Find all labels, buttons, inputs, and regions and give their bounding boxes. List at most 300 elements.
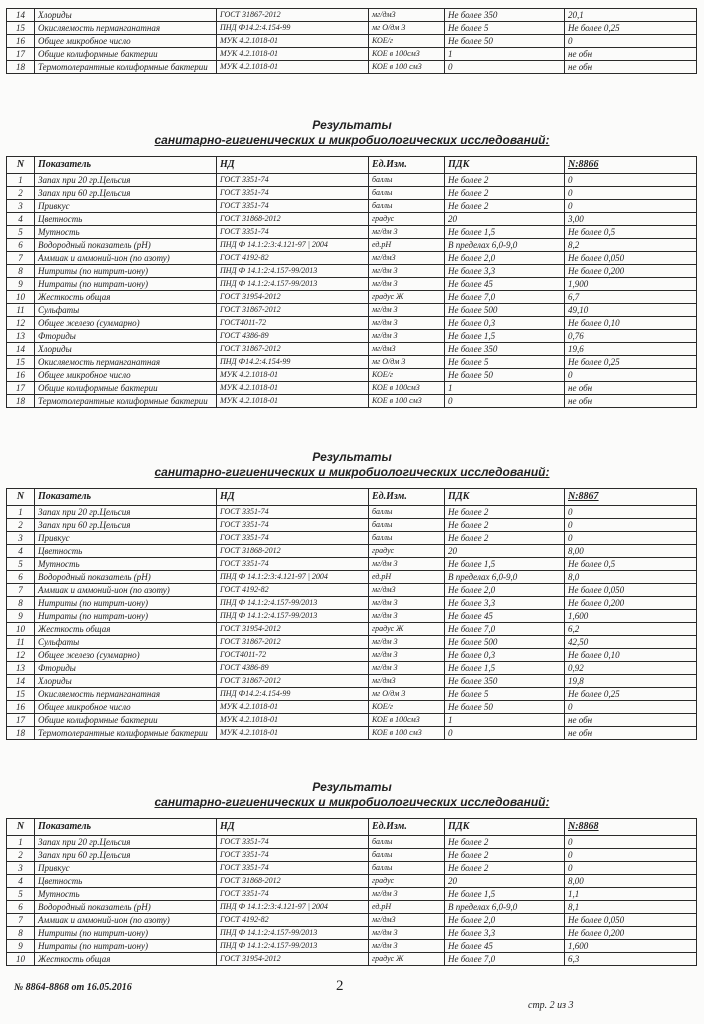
unit: баллы [369,849,445,862]
result-value: Не более 0,5 [565,226,697,239]
result-value: не обн [565,382,697,395]
table-row [7,597,697,610]
unit: градус [369,213,445,226]
table-row [7,187,697,200]
table-row [7,61,697,74]
unit: мг/дм 3 [369,278,445,291]
norm-document: ГОСТ 31867-2012 [217,9,369,22]
norm-document: ГОСТ 3351-74 [217,506,369,519]
table-row [7,727,697,740]
result-value: 0 [565,836,697,849]
heading-title: Результаты [312,450,392,464]
indicator-name: Общее микробное число [35,35,217,48]
col-n: N [7,489,35,506]
row-number: 18 [7,395,35,408]
norm-document: ПНД Ф 14.1:2:3:4.121-97 | 2004 [217,239,369,252]
indicator-name: Привкус [35,862,217,875]
limit-value: Не более 500 [445,304,565,317]
row-number: 14 [7,343,35,356]
limit-value: Не более 2 [445,836,565,849]
indicator-name: Запах при 20 гр.Цельсия [35,836,217,849]
unit: мг/дм 3 [369,940,445,953]
limit-value: Не более 350 [445,9,565,22]
unit: баллы [369,862,445,875]
table-row [7,200,697,213]
unit: ед.рН [369,571,445,584]
row-number: 10 [7,623,35,636]
limit-value: Не более 1,5 [445,888,565,901]
limit-value: Не более 1,5 [445,662,565,675]
col-sample-number: N:8867 [565,489,697,506]
result-value: 0 [565,174,697,187]
norm-document: ГОСТ 3351-74 [217,836,369,849]
result-value: не обн [565,61,697,74]
row-number: 8 [7,265,35,278]
limit-value: 1 [445,714,565,727]
indicator-name: Жесткость общая [35,623,217,636]
limit-value: Не более 500 [445,636,565,649]
indicator-name: Мутность [35,226,217,239]
limit-value: Не более 2,0 [445,584,565,597]
result-value: Не более 0,10 [565,649,697,662]
row-number: 5 [7,226,35,239]
indicator-name: Термотолерантные колиформные бактерии [35,395,217,408]
indicator-name: Жесткость общая [35,291,217,304]
limit-value: Не более 2 [445,532,565,545]
norm-document: ГОСТ 3351-74 [217,200,369,213]
norm-document: ГОСТ 31868-2012 [217,213,369,226]
table-row [7,532,697,545]
col-pdk: ПДК [445,489,565,506]
norm-document: ГОСТ 3351-74 [217,532,369,545]
unit: КОЕ в 100см3 [369,714,445,727]
result-value: 0 [565,506,697,519]
unit: КОЕ/г [369,35,445,48]
unit: мг/дм 3 [369,662,445,675]
unit: баллы [369,187,445,200]
table-row [7,849,697,862]
norm-document: ПНД Ф 14.1:2:4.157-99/2013 [217,265,369,278]
row-number: 3 [7,200,35,213]
unit: градус [369,875,445,888]
norm-document: ГОСТ 31954-2012 [217,291,369,304]
table-header-row [7,157,697,174]
limit-value: 1 [445,382,565,395]
indicator-name: Окисляемость перманганатная [35,22,217,35]
indicator-name: Хлориды [35,343,217,356]
unit: мг/дм 3 [369,330,445,343]
indicator-name: Привкус [35,200,217,213]
norm-document: ГОСТ4011-72 [217,317,369,330]
limit-value: Не более 3,3 [445,927,565,940]
result-value: 0 [565,532,697,545]
row-number: 8 [7,597,35,610]
result-value: Не более 0,25 [565,22,697,35]
norm-document: МУК 4.2.1018-01 [217,382,369,395]
row-number: 6 [7,571,35,584]
top-results-table [6,8,697,74]
indicator-name: Хлориды [35,9,217,22]
limit-value: Не более 0,3 [445,649,565,662]
indicator-name: Запах при 60 гр.Цельсия [35,519,217,532]
row-number: 17 [7,48,35,61]
indicator-name: Общее микробное число [35,701,217,714]
row-number: 17 [7,714,35,727]
indicator-name: Водородный показатель (рН) [35,571,217,584]
row-number: 9 [7,940,35,953]
heading-subtitle: санитарно-гигиенических и микробиологических исследований: [154,465,550,479]
row-number: 6 [7,901,35,914]
table-row [7,675,697,688]
norm-document: ГОСТ 4192-82 [217,914,369,927]
unit: КОЕ в 100 см3 [369,727,445,740]
unit: баллы [369,506,445,519]
indicator-name: Окисляемость перманганатная [35,356,217,369]
limit-value: 0 [445,61,565,74]
unit: мг/дм3 [369,9,445,22]
indicator-name: Общие колиформные бактерии [35,382,217,395]
result-value: 3,00 [565,213,697,226]
row-number: 10 [7,291,35,304]
norm-document: ГОСТ 31868-2012 [217,875,369,888]
row-number: 18 [7,727,35,740]
indicator-name: Окисляемость перманганатная [35,688,217,701]
result-value: 6,2 [565,623,697,636]
table-row [7,545,697,558]
limit-value: Не более 2 [445,174,565,187]
indicator-name: Аммиак и аммоний-ион (по азоту) [35,252,217,265]
indicator-name: Цветность [35,213,217,226]
limit-value: Не более 0,3 [445,317,565,330]
result-value: 20,1 [565,9,697,22]
indicator-name: Фториды [35,662,217,675]
limit-value: Не более 2 [445,862,565,875]
page-of: стр. 2 из 3 [528,1000,574,1011]
limit-value: Не более 5 [445,356,565,369]
row-number: 6 [7,239,35,252]
row-number: 7 [7,252,35,265]
limit-value: 20 [445,545,565,558]
row-number: 9 [7,278,35,291]
indicator-name: Нитраты (по нитрат-иону) [35,278,217,291]
norm-document: ГОСТ 31867-2012 [217,636,369,649]
norm-document: ГОСТ 31954-2012 [217,953,369,966]
row-number: 3 [7,862,35,875]
row-number: 2 [7,187,35,200]
table-row [7,48,697,61]
row-number: 2 [7,519,35,532]
indicator-name: Общие колиформные бактерии [35,48,217,61]
indicator-name: Цветность [35,545,217,558]
col-pdk: ПДК [445,157,565,174]
limit-value: 20 [445,875,565,888]
norm-document: ГОСТ 4192-82 [217,252,369,265]
unit: мг О/дм 3 [369,22,445,35]
norm-document: ГОСТ 3351-74 [217,519,369,532]
unit: баллы [369,200,445,213]
indicator-name: Привкус [35,532,217,545]
norm-document: ПНД Ф14.2:4.154-99 [217,688,369,701]
indicator-name: Водородный показатель (рН) [35,901,217,914]
result-value: 0 [565,200,697,213]
table-row [7,571,697,584]
indicator-name: Нитраты (по нитрат-иону) [35,610,217,623]
table-row [7,519,697,532]
norm-document: ПНД Ф 14.1:2:4.157-99/2013 [217,610,369,623]
section-heading-1 [0,118,704,148]
col-indicator: Показатель [35,489,217,506]
indicator-name: Запах при 60 гр.Цельсия [35,187,217,200]
row-number: 9 [7,610,35,623]
limit-value: Не более 45 [445,940,565,953]
table-row [7,213,697,226]
result-value: 8,00 [565,875,697,888]
row-number: 4 [7,875,35,888]
limit-value: Не более 3,3 [445,265,565,278]
unit: мг/дм 3 [369,558,445,571]
table-header-row [7,819,697,836]
limit-value: 0 [445,395,565,408]
limit-value: Не более 2,0 [445,252,565,265]
table-row [7,714,697,727]
limit-value: Не более 50 [445,701,565,714]
result-value: 0 [565,519,697,532]
row-number: 8 [7,927,35,940]
unit: мг/дм 3 [369,304,445,317]
result-value: 19,8 [565,675,697,688]
heading-subtitle: санитарно-гигиенических и микробиологических исследований: [154,795,550,809]
table-row [7,239,697,252]
table-row [7,927,697,940]
norm-document: ПНД Ф 14.1:2:4.157-99/2013 [217,940,369,953]
limit-value: Не более 5 [445,688,565,701]
table-row [7,369,697,382]
limit-value: Не более 50 [445,369,565,382]
limit-value: Не более 45 [445,278,565,291]
unit: мг О/дм 3 [369,356,445,369]
table-row [7,584,697,597]
norm-document: ПНД Ф 14.1:2:4.157-99/2013 [217,597,369,610]
indicator-name: Сульфаты [35,636,217,649]
page-number: 2 [336,978,344,994]
row-number: 5 [7,888,35,901]
indicator-name: Водородный показатель (рН) [35,239,217,252]
table-row [7,636,697,649]
table-row [7,836,697,849]
norm-document: ПНД Ф 14.1:2:4.157-99/2013 [217,278,369,291]
result-value: Не более 0,25 [565,356,697,369]
table-row [7,22,697,35]
norm-document: ПНД Ф14.2:4.154-99 [217,22,369,35]
unit: мг/дм3 [369,584,445,597]
table-row [7,174,697,187]
row-number: 14 [7,675,35,688]
norm-document: ГОСТ 31867-2012 [217,675,369,688]
limit-value: Не более 3,3 [445,597,565,610]
norm-document: ГОСТ 4386-89 [217,330,369,343]
indicator-name: Общее железо (суммарно) [35,317,217,330]
col-n: N [7,819,35,836]
results-table-8866 [6,156,697,408]
limit-value: Не более 350 [445,343,565,356]
table-header-row [7,489,697,506]
indicator-name: Нитриты (по нитрит-иону) [35,927,217,940]
limit-value: Не более 1,5 [445,226,565,239]
row-number: 15 [7,356,35,369]
indicator-name: Запах при 20 гр.Цельсия [35,506,217,519]
indicator-name: Нитриты (по нитрит-иону) [35,597,217,610]
table-row [7,862,697,875]
row-number: 13 [7,662,35,675]
table-row [7,252,697,265]
unit: мг/дм 3 [369,265,445,278]
unit: мг/дм 3 [369,649,445,662]
row-number: 16 [7,369,35,382]
unit: мг О/дм 3 [369,688,445,701]
norm-document: ПНД Ф 14.1:2:4.157-99/2013 [217,927,369,940]
limit-value: Не более 7,0 [445,623,565,636]
norm-document: МУК 4.2.1018-01 [217,61,369,74]
indicator-name: Аммиак и аммоний-ион (по азоту) [35,584,217,597]
result-value: 19,6 [565,343,697,356]
table-row [7,901,697,914]
result-value: Не более 0,25 [565,688,697,701]
row-number: 13 [7,330,35,343]
indicator-name: Общее микробное число [35,369,217,382]
table-row [7,701,697,714]
limit-value: 0 [445,727,565,740]
row-number: 4 [7,545,35,558]
unit: мг/дм 3 [369,597,445,610]
indicator-name: Термотолерантные колиформные бактерии [35,727,217,740]
result-value: 8,00 [565,545,697,558]
limit-value: Не более 2,0 [445,914,565,927]
results-table-8868 [6,818,697,966]
unit: КОЕ в 100см3 [369,382,445,395]
heading-title: Результаты [312,780,392,794]
limit-value: 1 [445,48,565,61]
result-value: 0 [565,849,697,862]
unit: баллы [369,836,445,849]
table-row [7,662,697,675]
col-sample-number: N:8868 [565,819,697,836]
section-heading-2 [0,450,704,480]
unit: баллы [369,519,445,532]
limit-value: Не более 2 [445,187,565,200]
protocol-number: № 8864-8868 от 16.05.2016 [14,982,132,993]
indicator-name: Общие колиформные бактерии [35,714,217,727]
unit: КОЕ/г [369,369,445,382]
unit: ед.рН [369,239,445,252]
norm-document: МУК 4.2.1018-01 [217,727,369,740]
col-nd: НД [217,489,369,506]
table-row [7,875,697,888]
unit: мг/дм 3 [369,888,445,901]
norm-document: ГОСТ 31954-2012 [217,623,369,636]
norm-document: ПНД Ф 14.1:2:3:4.121-97 | 2004 [217,901,369,914]
col-sample-number: N:8866 [565,157,697,174]
norm-document: ГОСТ4011-72 [217,649,369,662]
row-number: 15 [7,22,35,35]
table-row [7,265,697,278]
limit-value: Не более 7,0 [445,291,565,304]
indicator-name: Аммиак и аммоний-ион (по азоту) [35,914,217,927]
section-heading-3 [0,780,704,810]
result-value: Не более 0,050 [565,252,697,265]
table-row [7,317,697,330]
unit: мг/дм3 [369,252,445,265]
unit: ед.рН [369,901,445,914]
unit: мг/дм 3 [369,317,445,330]
result-value: 42,50 [565,636,697,649]
indicator-name: Мутность [35,888,217,901]
table-row [7,610,697,623]
row-number: 16 [7,701,35,714]
result-value: 8,1 [565,901,697,914]
col-nd: НД [217,819,369,836]
row-number: 15 [7,688,35,701]
indicator-name: Мутность [35,558,217,571]
row-number: 1 [7,174,35,187]
unit: мг/дм3 [369,914,445,927]
limit-value: В пределах 6,0-9,0 [445,901,565,914]
row-number: 11 [7,636,35,649]
indicator-name: Общее железо (суммарно) [35,649,217,662]
norm-document: ГОСТ 3351-74 [217,888,369,901]
norm-document: ГОСТ 3351-74 [217,849,369,862]
unit: мг/дм3 [369,343,445,356]
unit: КОЕ в 100 см3 [369,61,445,74]
norm-document: ГОСТ 3351-74 [217,187,369,200]
unit: КОЕ/г [369,701,445,714]
norm-document: ГОСТ 3351-74 [217,558,369,571]
norm-document: ГОСТ 3351-74 [217,862,369,875]
unit: градус Ж [369,953,445,966]
result-value: 6,3 [565,953,697,966]
table-row [7,226,697,239]
table-row [7,35,697,48]
result-value: 1,600 [565,940,697,953]
row-number: 12 [7,317,35,330]
unit: мг/дм 3 [369,610,445,623]
limit-value: Не более 7,0 [445,953,565,966]
col-unit: Ед.Изм. [369,489,445,506]
table-row [7,304,697,317]
row-number: 18 [7,61,35,74]
table-row [7,382,697,395]
limit-value: Не более 2 [445,519,565,532]
indicator-name: Нитриты (по нитрит-иону) [35,265,217,278]
limit-value: Не более 2 [445,200,565,213]
result-value: 8,0 [565,571,697,584]
row-number: 1 [7,836,35,849]
unit: градус Ж [369,291,445,304]
norm-document: ПНД Ф14.2:4.154-99 [217,356,369,369]
table-row [7,888,697,901]
table-row [7,278,697,291]
col-indicator: Показатель [35,157,217,174]
limit-value: Не более 5 [445,22,565,35]
table-row [7,356,697,369]
limit-value: Не более 50 [445,35,565,48]
limit-value: Не более 1,5 [445,558,565,571]
indicator-name: Сульфаты [35,304,217,317]
result-value: 0 [565,369,697,382]
result-value: 0,76 [565,330,697,343]
norm-document: МУК 4.2.1018-01 [217,701,369,714]
result-value: не обн [565,395,697,408]
table-row [7,953,697,966]
